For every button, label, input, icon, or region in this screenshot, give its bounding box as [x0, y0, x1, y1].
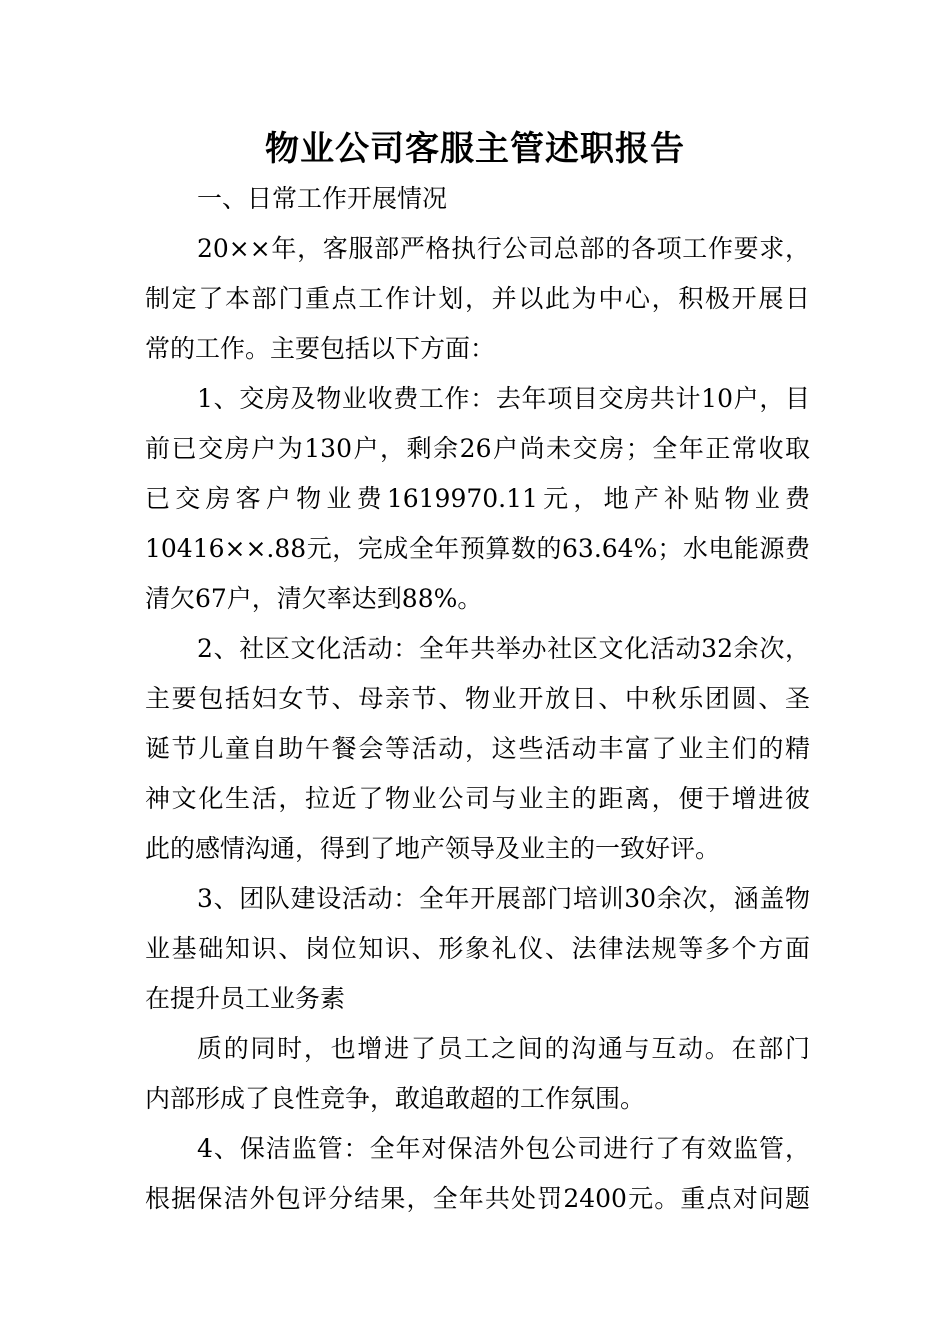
paragraph-line: 根据保洁外包评分结果，全年共处罚2400元。重点对问题	[145, 1184, 810, 1213]
paragraph-line: 在提升员工业务素	[145, 984, 346, 1013]
paragraph-line: 质的同时，也增进了员工之间的沟通与互动。在部门	[197, 1034, 810, 1063]
paragraph-line: 诞节儿童自助午餐会等活动，这些活动丰富了业主们的精	[145, 734, 810, 763]
paragraph-line: 已交房客户物业费1619970.11元，地产补贴物业费	[145, 484, 810, 513]
paragraph-line: 常的工作。主要包括以下方面：	[145, 334, 496, 363]
paragraph-line: 4、保洁监管：全年对保洁外包公司进行了有效监管，	[197, 1134, 810, 1163]
paragraph-line: 10416××.88元，完成全年预算数的63.64%；水电能源费	[145, 534, 810, 563]
paragraph-line: 2、社区文化活动：全年共举办社区文化活动32余次，	[197, 634, 810, 663]
paragraph-line: 3、团队建设活动：全年开展部门培训30余次，涵盖物	[197, 884, 810, 913]
paragraph-line: 清欠67户，清欠率达到88%。	[145, 584, 483, 613]
paragraph-line: 制定了本部门重点工作计划，并以此为中心，积极开展日	[145, 284, 810, 313]
paragraph-line: 前已交房户为130户，剩余26户尚未交房；全年正常收取	[145, 434, 810, 463]
section-heading: 一、日常工作开展情况	[197, 184, 448, 213]
paragraph-line: 20××年，客服部严格执行公司总部的各项工作要求，	[197, 234, 810, 263]
paragraph-line: 主要包括妇女节、母亲节、物业开放日、中秋乐团圆、圣	[145, 684, 810, 713]
paragraph-line: 神文化生活，拉近了物业公司与业主的距离，便于增进彼	[145, 784, 810, 813]
paragraph-line: 此的感情沟通，得到了地产领导及业主的一致好评。	[145, 834, 721, 863]
paragraph-line: 业基础知识、岗位知识、形象礼仪、法律法规等多个方面	[145, 934, 810, 963]
document-title: 物业公司客服主管述职报告	[265, 129, 685, 169]
paragraph-line: 内部形成了良性竞争，敢追敢超的工作氛围。	[145, 1084, 646, 1113]
paragraph-line: 1、交房及物业收费工作：去年项目交房共计10户，目	[197, 384, 810, 413]
